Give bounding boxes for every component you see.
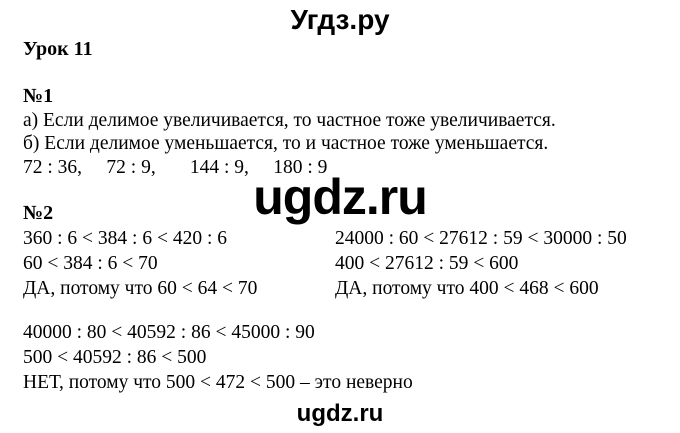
task-1-number: №1 (23, 85, 54, 107)
inequality-line: 24000 : 60 < 27612 : 59 < 30000 : 50 (335, 228, 627, 249)
conclusion-line: ДА, потому что 400 < 468 < 600 (335, 278, 599, 299)
task-1-answer-a: а) Если делимое увеличивается, то частное тоже увеличивается. (23, 109, 556, 131)
lesson-title: Урок 11 (23, 38, 93, 60)
site-header-title: Угдз.ру (290, 4, 390, 35)
task-1-answer-b: б) Если делимое уменьшается, то и частное тоже уменьшается. (23, 133, 549, 154)
inequality-line: 60 < 384 : 6 < 70 (23, 253, 158, 274)
conclusion-line: ДА, потому что 60 < 64 < 70 (23, 278, 258, 299)
inequality-line: 40000 : 80 < 40592 : 86 < 45000 : 90 (23, 322, 315, 343)
inequality-line: 500 < 40592 : 86 < 500 (23, 347, 207, 368)
inequality-line: 360 : 6 < 384 : 6 < 420 : 6 (23, 228, 227, 249)
inequality-line: 400 < 27612 : 59 < 600 (335, 253, 519, 274)
task-1 (23, 85, 556, 179)
task-2-bottom-block (23, 320, 413, 395)
conclusion-line: НЕТ, потому что 500 < 472 < 500 – это неверно (23, 372, 413, 393)
task-2-number: №2 (23, 202, 54, 224)
task-2-right-column (335, 226, 627, 301)
site-footer-label: ugdz.ru (296, 400, 384, 427)
task-2-left-column (23, 226, 257, 301)
watermark-text: ugdz.ru (253, 169, 427, 225)
task-1-examples: 72 : 36, 72 : 9, 144 : 9, 180 : 9 (23, 156, 328, 178)
